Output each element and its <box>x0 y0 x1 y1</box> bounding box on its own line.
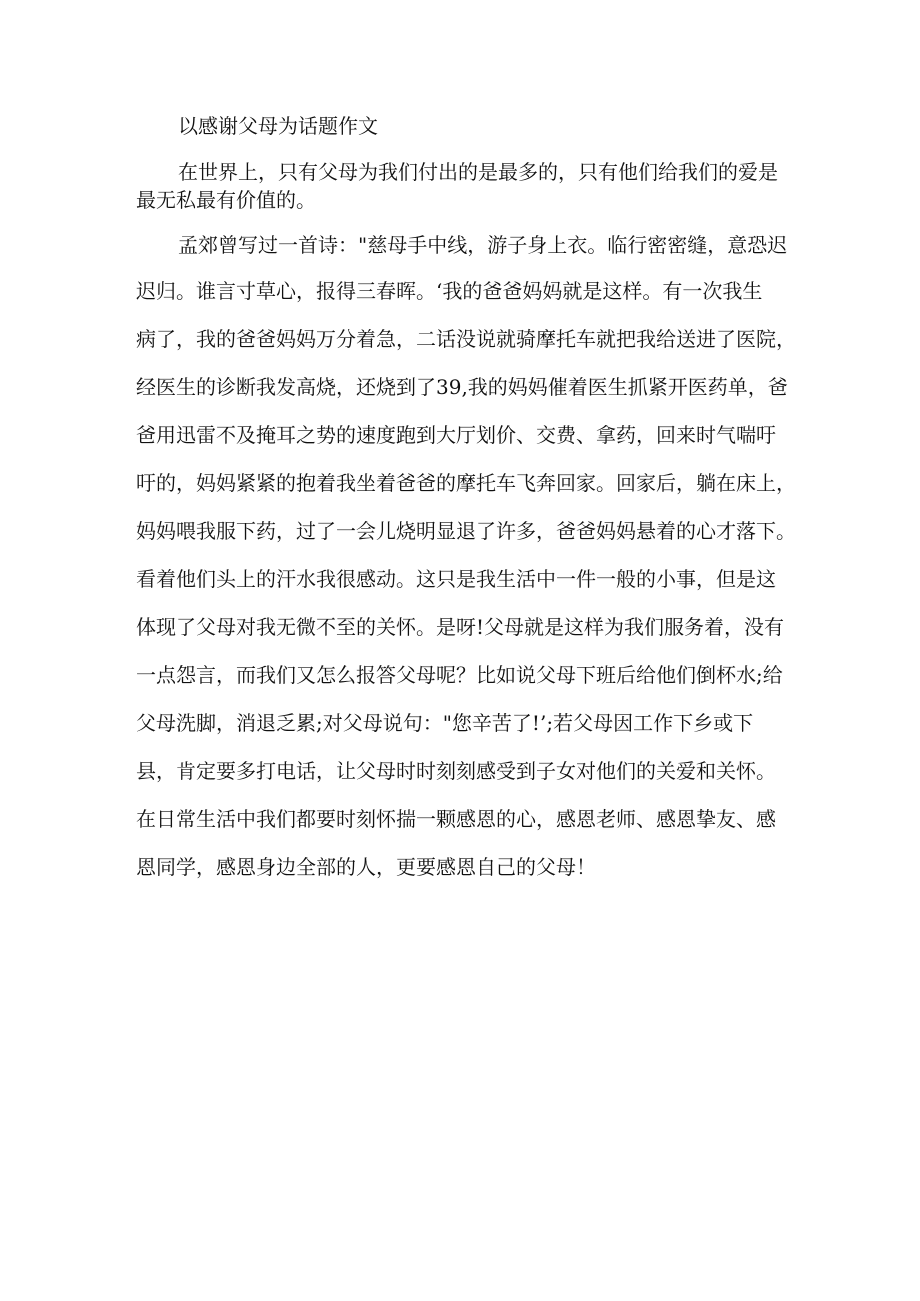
paragraph-2-line-14: 恩同学，感恩身边全部的人，更要感恩自己的父母！ <box>136 855 596 879</box>
document-title: 以感谢父母为话题作文 <box>178 114 378 138</box>
paragraph-2-line-12: 县，肯定要多打电话，让父母时时刻刻感受到子女对他们的关爱和关怀。 <box>136 759 776 783</box>
paragraph-2-line-10: 一点怨言，而我们又怎么报答父母呢？比如说父母下班后给他们倒杯水;给 <box>136 663 783 687</box>
paragraph-2-line-6: 吁的，妈妈紧紧的抱着我坐着爸爸的摩托车飞奔回家。回家后，躺在床上， <box>136 471 796 495</box>
paragraph-2-line-13: 在日常生活中我们都要时刻怀揣一颗感恩的心，感恩老师、感恩挚友、感 <box>136 807 776 831</box>
paragraph-1-line-2: 最无私最有价值的。 <box>136 188 316 212</box>
paragraph-2-line-3: 病了，我的爸爸妈妈万分着急，二话没说就骑摩托车就把我给送进了医院， <box>136 327 796 351</box>
paragraph-2-line-5: 爸用迅雷不及掩耳之势的速度跑到大厅划价、交费、拿药，回来时气喘吁 <box>136 423 776 447</box>
paragraph-2-line-7: 妈妈喂我服下药，过了一会儿烧明显退了许多，爸爸妈妈悬着的心才落下。 <box>136 519 796 543</box>
paragraph-2-line-9: 体现了父母对我无微不至的关怀。是呀!父母就是这样为我们服务着，没有 <box>136 615 785 639</box>
paragraph-2-line-4: 经医生的诊断我发高烧，还烧到了39,我的妈妈催着医生抓紧开医药单，爸 <box>136 375 788 399</box>
paragraph-2-line-8: 看着他们头上的汗水我很感动。这只是我生活中一件一般的小事，但是这 <box>136 567 776 591</box>
paragraph-2-line-2: 迟归。谁言寸草心，报得三春晖。‘我的爸爸妈妈就是这样。有一次我生 <box>136 279 763 303</box>
paragraph-1-line-1: 在世界上，只有父母为我们付出的是最多的，只有他们给我们的爱是 <box>178 160 778 184</box>
paragraph-2-line-1: 孟郊曾写过一首诗："慈母手中线，游子身上衣。临行密密缝，意恐迟 <box>178 233 788 257</box>
paragraph-2-line-11: 父母洗脚，消退乏累;对父母说句："您辛苦了!’;若父母因工作下乡或下 <box>136 711 754 735</box>
